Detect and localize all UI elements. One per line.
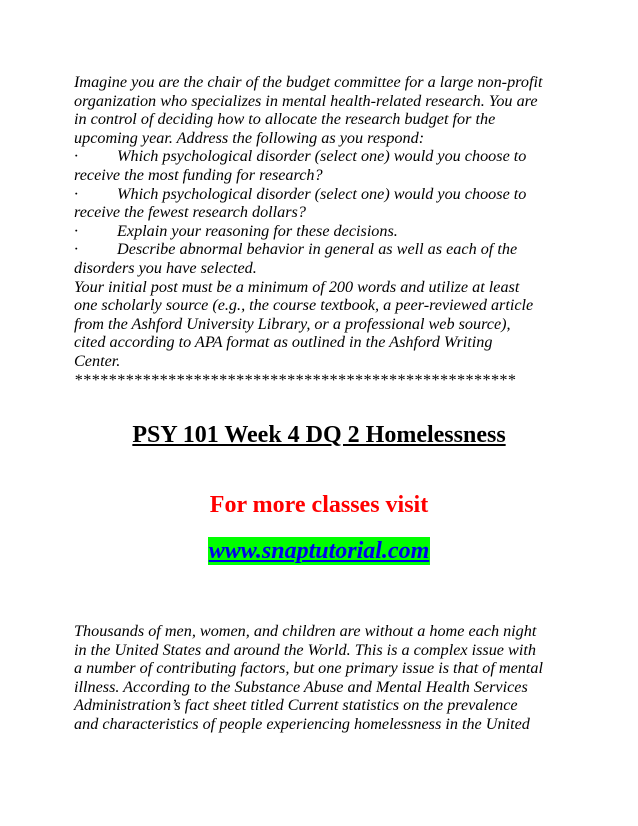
body-line: Administration’s fact sheet titled Current statistics on the prevalence: [74, 696, 518, 715]
body-line: and characteristics of people experiencing homelessness in the United: [74, 714, 530, 733]
prompt-line: organization who specializes in mental health-related research. You are: [74, 91, 538, 110]
page-title: PSY 101 Week 4 DQ 2 Homelessness: [132, 422, 506, 448]
bullet-item: [74, 240, 574, 259]
separator: ****************************************************: [74, 370, 516, 389]
bullet-text: Explain your reasoning for these decisions.: [117, 221, 398, 240]
body-line: in the United States and around the World. This is a complex issue with: [74, 640, 536, 659]
bullet-item: [74, 185, 574, 204]
requirements-line: cited according to APA format as outlined in the Ashford Writing: [74, 333, 493, 352]
bullet-text: Which psychological disorder (select one) would you choose to: [117, 147, 527, 166]
question-prompt: [74, 73, 574, 389]
bullet-marker: ·: [74, 147, 79, 166]
prompt-line: upcoming year. Address the following as you respond:: [74, 128, 425, 147]
bullet-marker: ·: [74, 221, 79, 240]
body-line: a number of contributing factors, but one primary issue is that of mental: [74, 659, 543, 678]
requirements-line: Your initial post must be a minimum of 200 words and utilize at least: [74, 277, 520, 296]
bullet-item: [74, 147, 574, 166]
bullet-text: Describe abnormal behavior in general as well as each of the: [117, 240, 518, 259]
bullet-marker: ·: [74, 184, 79, 203]
bullet-continuation: receive the fewest research dollars?: [74, 203, 306, 222]
requirements-line: one scholarly source (e.g., the course textbook, a peer-reviewed article: [74, 296, 534, 315]
promo-link-wrap: [0, 537, 638, 565]
requirements-line: from the Ashford University Library, or a professional web source),: [74, 314, 511, 333]
bullet-continuation: disorders you have selected.: [74, 258, 257, 277]
body-text: [74, 622, 574, 734]
body-line: Thousands of men, women, and children are without a home each night: [74, 622, 537, 640]
promo-text: For more classes visit: [209, 492, 429, 518]
bullet-item: [74, 222, 574, 241]
body-line: illness. According to the Substance Abuse and Mental Health Services: [74, 677, 528, 696]
bullet-text: Which psychological disorder (select one) would you choose to: [117, 184, 527, 203]
prompt-line: in control of deciding how to allocate the research budget for the: [74, 110, 496, 129]
website-link[interactable]: www.snaptutorial.com: [208, 538, 430, 564]
requirements-line: Center.: [74, 351, 121, 370]
bullet-continuation: receive the most funding for research?: [74, 165, 323, 184]
bullet-marker: ·: [74, 240, 79, 259]
prompt-line: Imagine you are the chair of the budget committee for a large non-profit: [74, 73, 543, 91]
